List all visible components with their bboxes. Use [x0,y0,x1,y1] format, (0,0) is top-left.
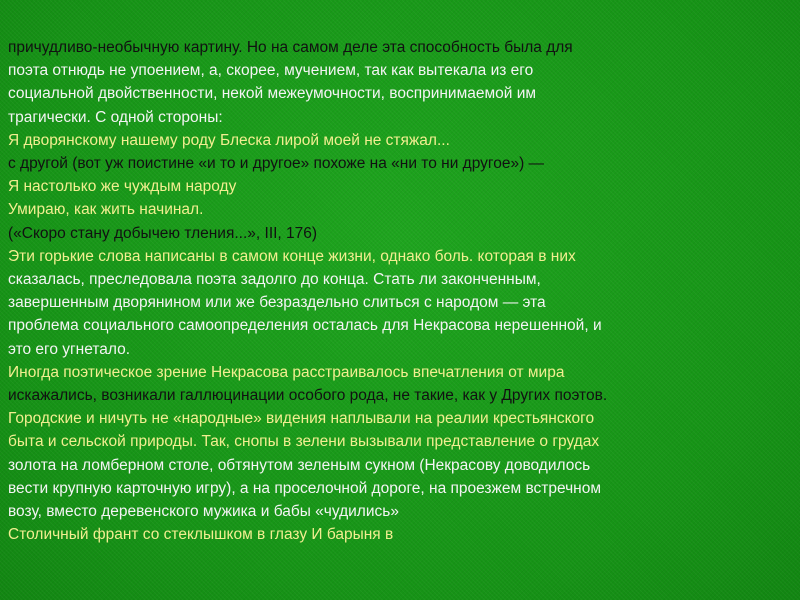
text-line: с другой (вот уж поистине «и то и другое» похоже на «ни то ни другое») — [8,155,545,173]
text-line: золота на ломберном столе, обтянутом зеленым сукном (Некрасову доводилось [8,456,591,474]
text-line: Городские и ничуть не «народные» видения наплывали на реалии крестьянского [8,410,595,428]
text-line: сказалась, преследовала поэта задолго до конца. Стать ли законченным, [8,271,541,289]
text-line: причудливо-необычную картину. Но на самом деле эта способность была для [8,39,573,56]
citation-line: («Скоро стану добычею тления...», III, 176) [8,224,318,242]
text-line: искажались, возникали галлюцинации особого рода, не такие, как у Других поэтов. [8,387,608,405]
text-line: поэта отнюдь не упоением, а, скорее, мучением, так как вытекала из его [8,62,534,80]
poem-line: Умираю, как жить начинал. [8,201,204,219]
text-line: социальной двойственности, некой межеумочности, воспринимаемой им [8,85,537,103]
text-line: завершенным дворянином или же безраздельно слиться с народом — эта [8,294,546,312]
text-line: возу, вместо деревенского мужика и бабы «чудились» [8,503,399,521]
text-line: трагически. С одной стороны: [8,108,223,126]
text-line: Иногда поэтическое зрение Некрасова расстраивалось впечатления от мира [8,363,565,381]
poem-line: Столичный франт со стеклышком в глазу И барыня в [8,526,394,544]
text-line: проблема социального самоопределения осталась для Некрасова нерешенной, и [8,317,602,335]
text-line: вести крупную карточную игру), а на проселочной дороге, на проезжем встречном [8,479,602,497]
poem-line: Я дворянскому нашему роду Блеска лирой моей не стяжал... [8,131,450,149]
text-line: быта и сельской природы. Так, снопы в зелени вызывали представление о грудах [8,433,600,451]
text-line: это его угнетало. [8,340,131,358]
text-line: Эти горькие слова написаны в самом конце жизни, однако боль. которая в них [8,247,576,265]
body-text [8,36,794,546]
poem-line: Я настолько же чуждым народу [8,178,237,196]
